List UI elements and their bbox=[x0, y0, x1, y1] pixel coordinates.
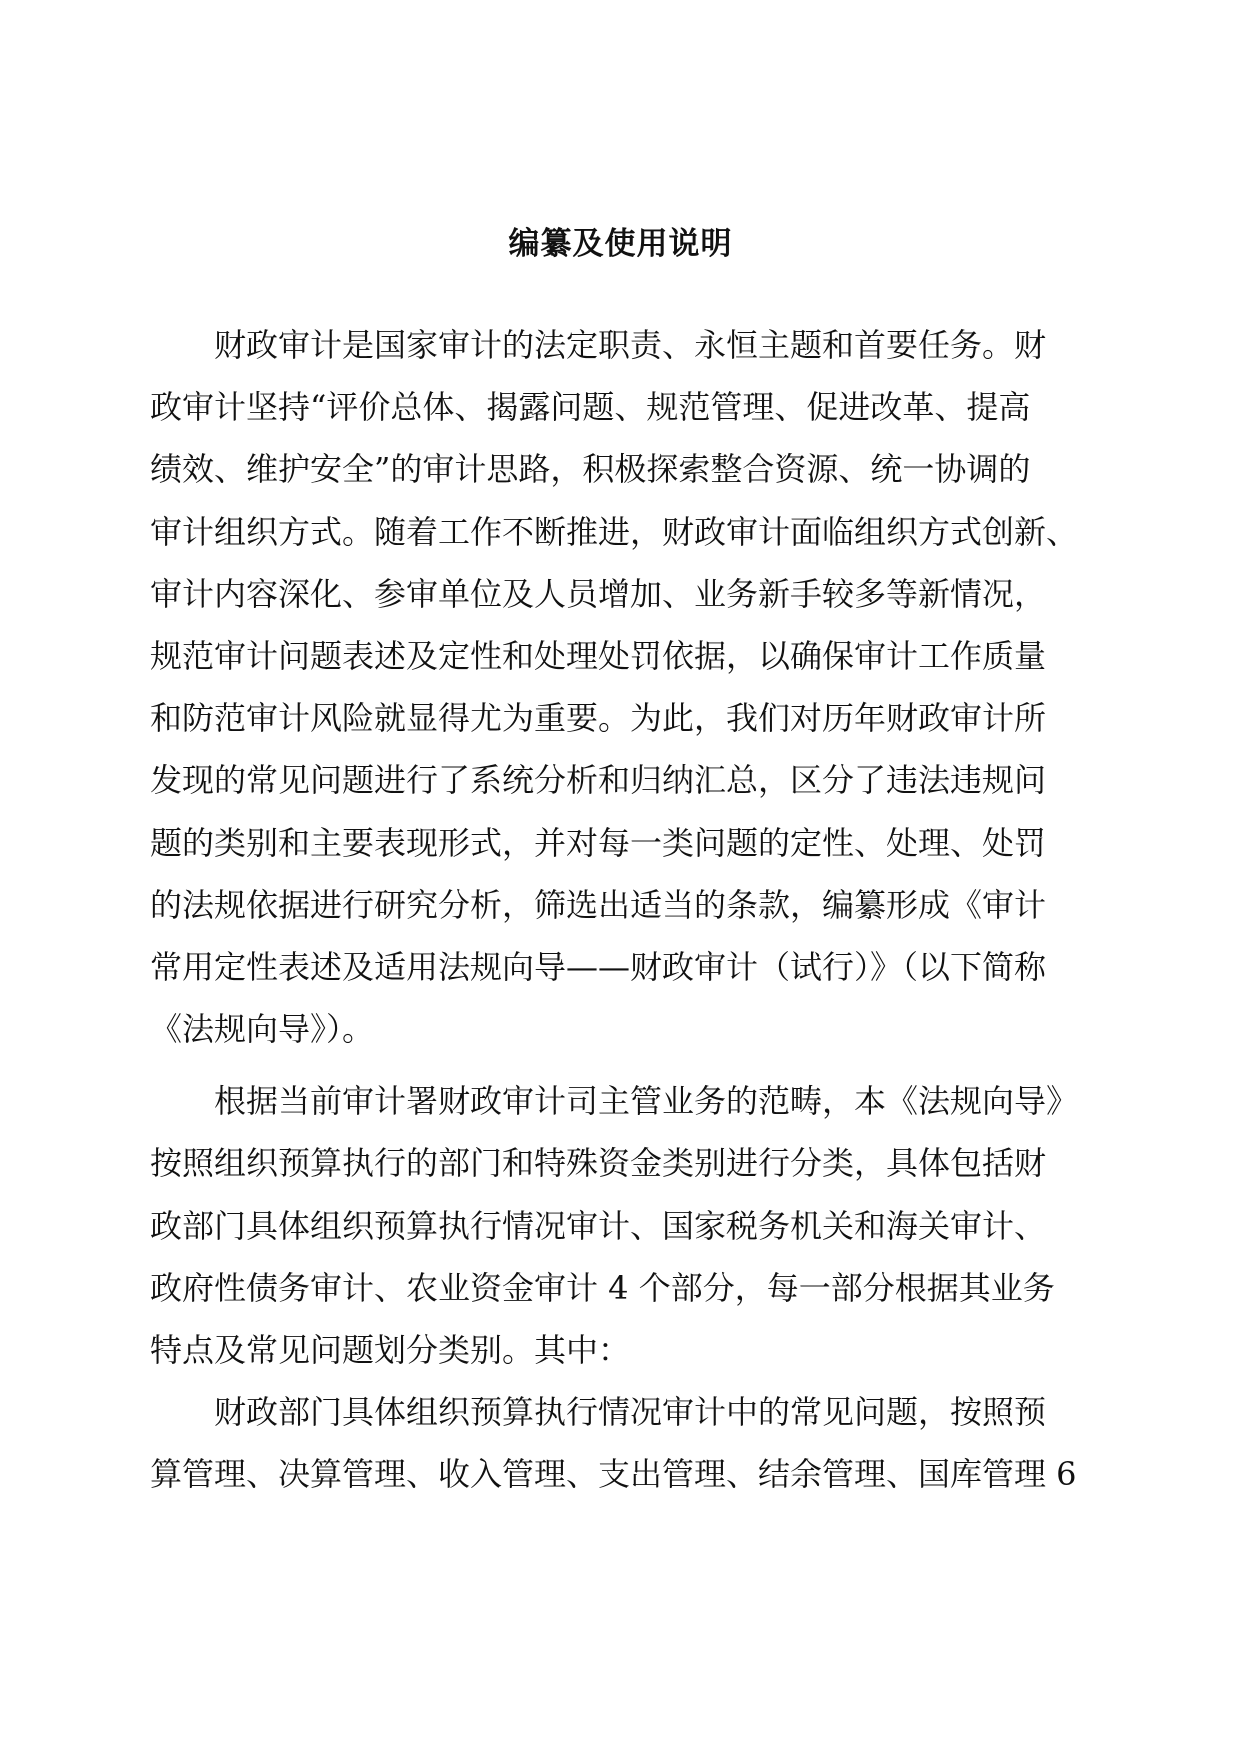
text-line: 《法规向导》）。 bbox=[150, 1010, 375, 1049]
text-line: 审计内容深化、参审单位及人员增加、业务新手较多等新情况， bbox=[150, 574, 1047, 613]
text-line: 政府性债务审计、农业资金审计 4 个部分，每一部分根据其业务 bbox=[150, 1268, 1055, 1307]
text-line: 根据当前审计署财政审计司主管业务的范畴，本《法规向导》 bbox=[150, 1082, 1079, 1121]
text-line: 绩效、维护安全”的审计思路，积极探索整合资源、统一协调的 bbox=[150, 450, 1031, 489]
text-line: 财政部门具体组织预算执行情况审计中的常见问题，按照预 bbox=[150, 1393, 1047, 1432]
paragraph-3 bbox=[150, 1381, 1090, 1505]
paragraph-1 bbox=[150, 314, 1090, 1060]
page-title: 编纂及使用说明 bbox=[508, 226, 733, 262]
text-line: 按照组织预算执行的部门和特殊资金类别进行分类，具体包括财 bbox=[150, 1144, 1047, 1183]
text-line: 的法规依据进行研究分析，筛选出适当的条款，编纂形成《审计 bbox=[150, 885, 1047, 924]
text-line: 发现的常见问题进行了系统分析和归纳汇总，区分了违法违规问 bbox=[150, 761, 1047, 800]
text-line: 审计组织方式。随着工作不断推进，财政审计面临组织方式创新、 bbox=[150, 512, 1079, 551]
text-line: 政部门具体组织预算执行情况审计、国家税务机关和海关审计、 bbox=[150, 1206, 1047, 1245]
text-line: 算管理、决算管理、收入管理、支出管理、结余管理、国库管理 6 bbox=[150, 1455, 1077, 1494]
text-line: 常用定性表述及适用法规向导——财政审计（试行）》（以下简称 bbox=[150, 947, 1047, 986]
paragraph-spacer bbox=[150, 1060, 1090, 1070]
text-line: 和防范审计风险就显得尤为重要。为此，我们对历年财政审计所 bbox=[150, 699, 1047, 738]
text-line: 题的类别和主要表现形式，并对每一类问题的定性、处理、处罚 bbox=[150, 823, 1047, 862]
text-line: 财政审计是国家审计的法定职责、永恒主题和首要任务。财 bbox=[150, 326, 1047, 364]
paragraph-2 bbox=[150, 1070, 1090, 1381]
text-line: 规范审计问题表述及定性和处理处罚依据，以确保审计工作质量 bbox=[150, 636, 1047, 675]
document-body bbox=[150, 314, 1090, 1506]
text-line: 政审计坚持“评价总体、揭露问题、规范管理、促进改革、提高 bbox=[150, 388, 1031, 427]
text-line: 特点及常见问题划分类别。其中： bbox=[150, 1331, 631, 1369]
